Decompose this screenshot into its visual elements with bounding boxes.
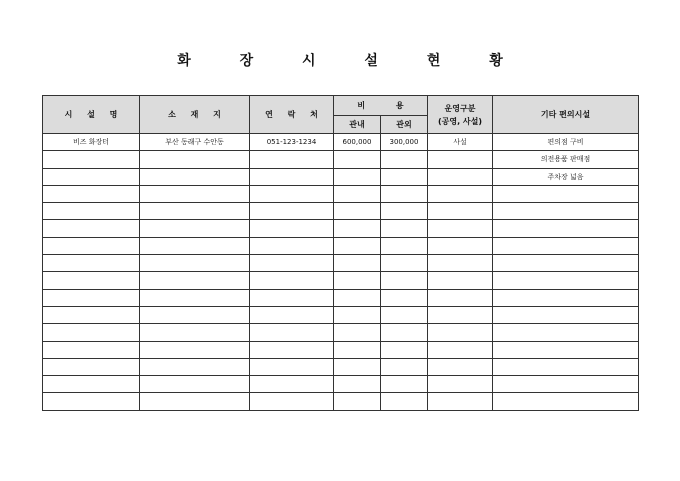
cost-inside-cell xyxy=(334,272,381,289)
location-cell xyxy=(140,255,250,272)
cost-inside-cell xyxy=(334,289,381,306)
amenities-cell: 편의점 구비 xyxy=(493,134,639,151)
operation-type-cell xyxy=(428,358,493,375)
contact-cell xyxy=(250,341,334,358)
table-row xyxy=(43,255,639,272)
location-cell xyxy=(140,168,250,185)
facility-name-cell xyxy=(43,237,140,254)
cost-inside-cell xyxy=(334,220,381,237)
cost-outside-cell xyxy=(381,289,428,306)
contact-cell xyxy=(250,306,334,323)
amenities-cell: 주차장 넓음 xyxy=(493,168,639,185)
amenities-cell xyxy=(493,393,639,410)
facility-name-cell xyxy=(43,168,140,185)
location-cell xyxy=(140,324,250,341)
cost-outside-cell xyxy=(381,324,428,341)
location-cell xyxy=(140,289,250,306)
header-operation-type xyxy=(428,96,493,134)
cost-outside-cell xyxy=(381,376,428,393)
cost-outside-cell xyxy=(381,341,428,358)
table-row xyxy=(43,134,639,151)
operation-type-cell xyxy=(428,237,493,254)
operation-type-cell xyxy=(428,376,493,393)
operation-type-cell xyxy=(428,168,493,185)
header-cost: 비 용 xyxy=(334,96,428,116)
header-operation-line1: 운영구분 xyxy=(444,103,476,113)
facility-name-cell xyxy=(43,203,140,220)
location-cell xyxy=(140,393,250,410)
header-location: 소 재 지 xyxy=(140,96,250,134)
facility-status-table xyxy=(42,95,639,411)
contact-cell xyxy=(250,168,334,185)
facility-name-cell: 비즈 화장터 xyxy=(43,134,140,151)
amenities-cell xyxy=(493,185,639,202)
facility-name-cell xyxy=(43,289,140,306)
location-cell xyxy=(140,185,250,202)
amenities-cell xyxy=(493,376,639,393)
cost-outside-cell xyxy=(381,151,428,168)
table-row xyxy=(43,168,639,185)
operation-type-cell xyxy=(428,341,493,358)
cost-outside-cell xyxy=(381,393,428,410)
table-row xyxy=(43,203,639,220)
cost-outside-cell xyxy=(381,220,428,237)
location-cell xyxy=(140,237,250,254)
table-row xyxy=(43,220,639,237)
facility-name-cell xyxy=(43,393,140,410)
cost-outside-cell xyxy=(381,255,428,272)
cost-outside-cell xyxy=(381,306,428,323)
operation-type-cell xyxy=(428,151,493,168)
location-cell xyxy=(140,376,250,393)
table-row xyxy=(43,237,639,254)
cost-outside-cell xyxy=(381,237,428,254)
table-row xyxy=(43,341,639,358)
header-operation-line2: (공영, 사설) xyxy=(437,116,483,126)
facility-name-cell xyxy=(43,358,140,375)
location-cell xyxy=(140,341,250,358)
location-cell xyxy=(140,220,250,237)
amenities-cell xyxy=(493,306,639,323)
amenities-cell xyxy=(493,358,639,375)
amenities-cell xyxy=(493,220,639,237)
operation-type-cell xyxy=(428,324,493,341)
header-cost-inside: 관내 xyxy=(334,116,381,134)
location-cell: 부산 동래구 수안동 xyxy=(140,134,250,151)
location-cell xyxy=(140,151,250,168)
cost-outside-cell xyxy=(381,358,428,375)
amenities-cell xyxy=(493,324,639,341)
facility-name-cell xyxy=(43,220,140,237)
amenities-cell xyxy=(493,341,639,358)
table-row xyxy=(43,376,639,393)
cost-outside-cell xyxy=(381,168,428,185)
facility-name-cell xyxy=(43,324,140,341)
amenities-cell xyxy=(493,272,639,289)
operation-type-cell xyxy=(428,393,493,410)
amenities-cell xyxy=(493,255,639,272)
header-contact: 연 락 처 xyxy=(250,96,334,134)
page-title: 화 장 시 설 현 황 xyxy=(177,53,525,69)
contact-cell xyxy=(250,255,334,272)
cost-outside-cell: 300,000 xyxy=(381,134,428,151)
cost-outside-cell xyxy=(381,185,428,202)
operation-type-cell xyxy=(428,220,493,237)
location-cell xyxy=(140,358,250,375)
cost-inside-cell xyxy=(334,168,381,185)
cost-inside-cell xyxy=(334,324,381,341)
table-row xyxy=(43,358,639,375)
table-row xyxy=(43,324,639,341)
table-row xyxy=(43,185,639,202)
contact-cell xyxy=(250,237,334,254)
table-row xyxy=(43,393,639,410)
operation-type-cell xyxy=(428,272,493,289)
facility-name-cell xyxy=(43,341,140,358)
contact-cell xyxy=(250,289,334,306)
contact-cell xyxy=(250,324,334,341)
contact-cell xyxy=(250,272,334,289)
cost-inside-cell xyxy=(334,393,381,410)
cost-inside-cell xyxy=(334,358,381,375)
amenities-cell: 의전용품 판매점 xyxy=(493,151,639,168)
header-other-amenities: 기타 편의시설 xyxy=(493,96,639,134)
contact-cell: 051-123-1234 xyxy=(250,134,334,151)
operation-type-cell xyxy=(428,185,493,202)
contact-cell xyxy=(250,185,334,202)
facility-name-cell xyxy=(43,272,140,289)
facility-name-cell xyxy=(43,151,140,168)
table-row xyxy=(43,306,639,323)
table-body xyxy=(43,134,639,411)
cost-inside-cell xyxy=(334,376,381,393)
cost-outside-cell xyxy=(381,272,428,289)
cost-inside-cell xyxy=(334,237,381,254)
cost-inside-cell xyxy=(334,255,381,272)
contact-cell xyxy=(250,220,334,237)
facility-name-cell xyxy=(43,376,140,393)
amenities-cell xyxy=(493,237,639,254)
facility-name-cell xyxy=(43,185,140,202)
cost-inside-cell xyxy=(334,341,381,358)
cost-inside-cell xyxy=(334,185,381,202)
operation-type-cell xyxy=(428,289,493,306)
location-cell xyxy=(140,203,250,220)
location-cell xyxy=(140,272,250,289)
table-row xyxy=(43,272,639,289)
facility-name-cell xyxy=(43,255,140,272)
amenities-cell xyxy=(493,203,639,220)
operation-type-cell xyxy=(428,203,493,220)
cost-inside-cell: 600,000 xyxy=(334,134,381,151)
facility-name-cell xyxy=(43,306,140,323)
amenities-cell xyxy=(493,289,639,306)
location-cell xyxy=(140,306,250,323)
contact-cell xyxy=(250,151,334,168)
cost-inside-cell xyxy=(334,151,381,168)
contact-cell xyxy=(250,358,334,375)
cost-inside-cell xyxy=(334,306,381,323)
header-cost-outside: 관외 xyxy=(381,116,428,134)
operation-type-cell xyxy=(428,255,493,272)
contact-cell xyxy=(250,376,334,393)
cost-inside-cell xyxy=(334,203,381,220)
header-facility-name: 시 설 명 xyxy=(43,96,140,134)
contact-cell xyxy=(250,203,334,220)
cost-outside-cell xyxy=(381,203,428,220)
contact-cell xyxy=(250,393,334,410)
table-row xyxy=(43,289,639,306)
table-row xyxy=(43,151,639,168)
operation-type-cell: 사설 xyxy=(428,134,493,151)
operation-type-cell xyxy=(428,306,493,323)
